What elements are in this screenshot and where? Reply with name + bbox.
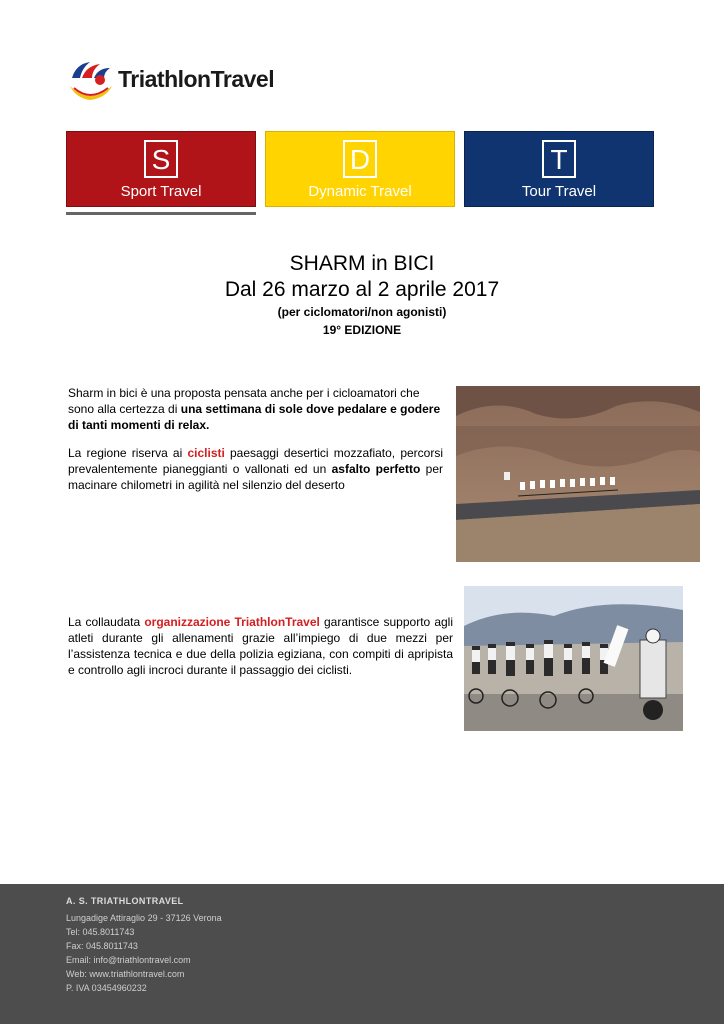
org-highlight: organizzazione TriathlonTravel (144, 615, 320, 629)
event-edition: 19° EDIZIONE (322, 323, 402, 337)
desert-cyclists-photo (456, 386, 700, 562)
footer-web[interactable]: Web: www.triathlontravel.com (66, 969, 185, 979)
footer-email[interactable]: Email: info@triathlontravel.com (66, 955, 191, 965)
dynamic-letter-icon: D (343, 140, 377, 178)
brand-name: TriathlonTravel (118, 66, 275, 92)
footer (0, 884, 724, 1024)
region-text-a: La regione riserva ai (68, 446, 188, 460)
dynamic-travel-tile[interactable] (265, 131, 455, 207)
footer-fax: Fax: 045.8011743 (66, 941, 138, 951)
event-dates: Dal 26 marzo al 2 aprile 2017 (224, 278, 500, 301)
event-title-block (0, 251, 724, 339)
intro-paragraph (68, 385, 442, 433)
region-paragraph (68, 445, 443, 493)
footer-address: Lungadige Attiraglio 29 - 37126 Verona (66, 913, 222, 923)
dynamic-travel-label: Dynamic Travel (308, 183, 412, 200)
footer-tel: Tel: 045.8011743 (66, 927, 135, 937)
brand-logo[interactable] (66, 58, 275, 104)
org-text-a: La collaudata (68, 615, 145, 629)
intro-text: Sharm in bici è una proposta pensata anche per i cicloamatori che sono alla certezza di (68, 386, 420, 416)
tour-travel-tile[interactable] (464, 131, 654, 207)
intro-highlight: una settimana di sole dove pedalare e godere di tanti momenti di relax. (68, 402, 441, 432)
region-highlight-asfalto: asfalto perfetto (331, 462, 421, 476)
footer-company: A. S. TRIATHLONTRAVEL (66, 896, 184, 906)
footer-piva: P. IVA 03454960232 (66, 983, 147, 993)
triathlon-logo-icon (66, 58, 116, 104)
active-tile-indicator (66, 212, 256, 215)
org-text-c: garantisce supporto agli atleti durante gli allenamenti grazie all’impiego di due mezzi per l’assistenza tecnica e due della polizia egiziana, con compiti di apripista e controllo agli incroci durante il passaggio dei ciclisti. (68, 615, 454, 677)
sport-travel-label: Sport Travel (120, 183, 202, 200)
sport-letter-icon: S (144, 140, 178, 178)
region-text-c: paesaggi desertici mozzafiato, percorsi prevalentemente pianeggianti o vallonati ed un (68, 446, 443, 476)
tour-letter-icon: T (542, 140, 576, 178)
event-title: SHARM in BICI (289, 252, 435, 275)
tour-travel-label: Tour Travel (521, 183, 597, 200)
organization-paragraph (68, 614, 453, 678)
event-audience: (per ciclomatori/non agonisti) (277, 305, 447, 319)
sport-travel-tile[interactable] (66, 131, 256, 207)
region-text-e: per macinare chilometri in agilità nel silenzio del deserto (68, 462, 444, 492)
escorted-cyclists-photo (464, 586, 683, 731)
region-highlight-ciclisti: ciclisti (187, 446, 225, 460)
